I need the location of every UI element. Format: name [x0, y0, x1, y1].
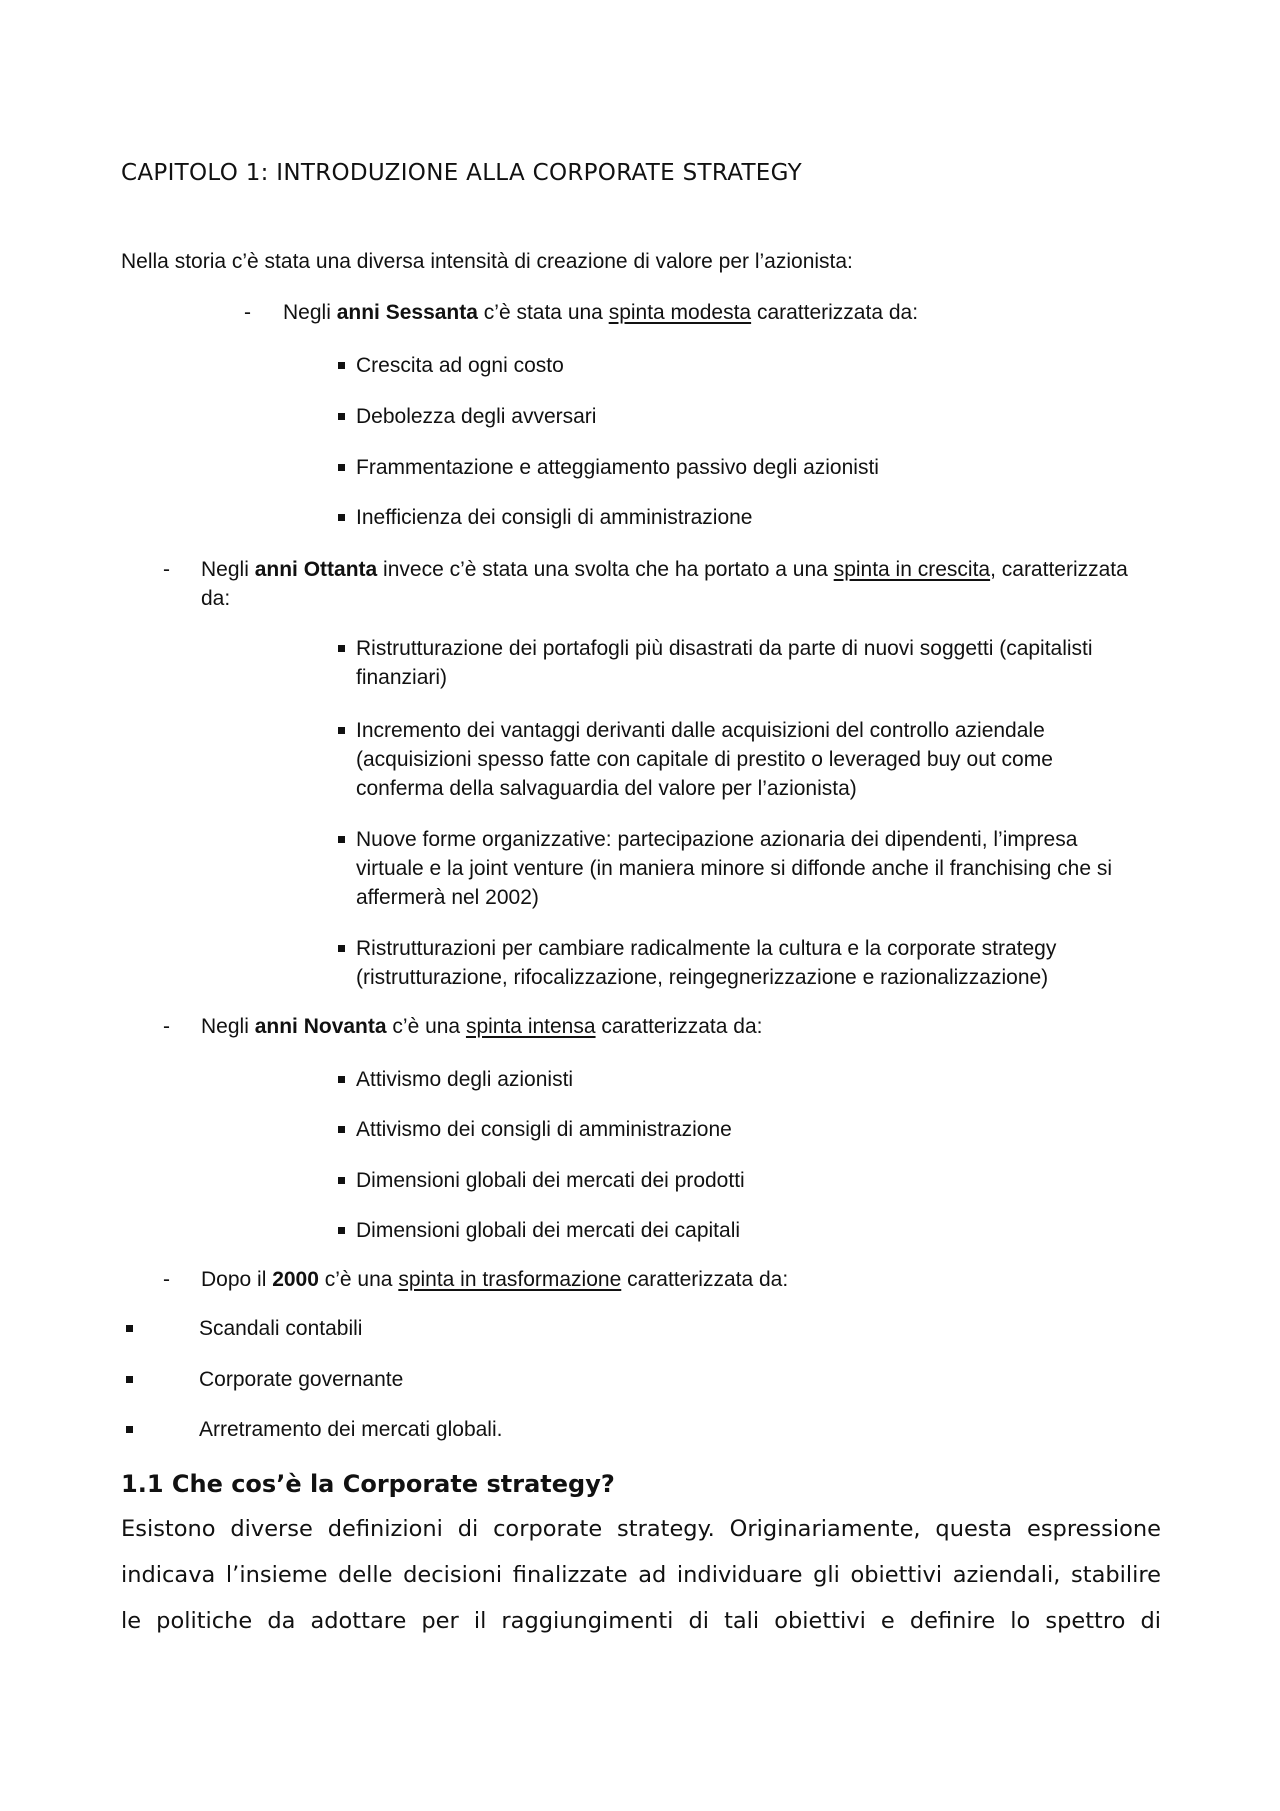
period-label: anni Ottanta	[254, 558, 378, 581]
square-bullet-icon	[338, 413, 345, 420]
square-bullet-icon	[338, 1227, 345, 1234]
period-label: anni Sessanta	[336, 301, 478, 324]
body-line: le politiche da adottare per il raggiungimenti di tali obiettivi e definire lo spettro di	[121, 1608, 1161, 1634]
body-line: Esistono diverse definizioni di corporate strategy. Originariamente, questa espressione	[121, 1516, 1161, 1542]
list-item: Dimensioni globali dei mercati dei capitali	[356, 1219, 741, 1242]
underlined-phrase: spinta intensa	[465, 1015, 596, 1038]
list-item: Arretramento dei mercati globali.	[199, 1418, 503, 1441]
dash-marker: -	[163, 1015, 170, 1038]
list-item: Ristrutturazioni per cambiare radicalmente la cultura e la corporate strategy (ristrutturazione, rifocalizzazione, reingegnerizzazione e razionalizzazione)	[356, 937, 1057, 989]
list-item: Crescita ad ogni costo	[356, 354, 564, 377]
underlined-phrase: spinta in trasformazione	[398, 1268, 622, 1291]
list-item: Debolezza degli avversari	[356, 405, 597, 428]
square-bullet-icon	[126, 1426, 133, 1433]
list-item: Attivismo dei consigli di amministrazione	[356, 1118, 732, 1141]
period-sixties-heading: Negli anni Sessanta c’è stata una spinta modesta caratterizzata da:	[283, 301, 919, 324]
body-paragraph	[121, 1506, 1161, 1644]
square-bullet-icon	[338, 1076, 345, 1083]
square-bullet-icon	[338, 1126, 345, 1133]
list-item: Ristrutturazione dei portafogli più disastrati da parte di nuovi soggetti (capitalisti finanziari)	[356, 637, 1093, 689]
list-item: Incremento dei vantaggi derivanti dalle acquisizioni del controllo aziendale (acquisizioni spesso fatte con capitale di prestito o leveraged buy out come conferma della salvaguardia del valore per l’azionista)	[356, 719, 1053, 800]
period-eighties-heading: Negli anni Ottanta invece c’è stata una svolta che ha portato a una spinta in crescita, caratterizzata	[201, 558, 1128, 581]
list-item: Attivismo degli azionisti	[356, 1068, 574, 1091]
list-item: Nuove forme organizzative: partecipazione azionaria dei dipendenti, l’impresa virtuale e la joint venture (in maniera minore si diffonde anche il franchising che si affermerà nel 2002)	[356, 828, 1113, 909]
dash-marker: -	[244, 301, 251, 324]
square-bullet-icon	[338, 464, 345, 471]
period-label: anni Novanta	[254, 1015, 387, 1038]
list-item: Corporate governante	[199, 1368, 404, 1391]
dash-marker: -	[163, 558, 170, 581]
square-bullet-icon	[338, 362, 345, 369]
square-bullet-icon	[338, 945, 345, 952]
square-bullet-icon	[126, 1325, 133, 1332]
period-nineties-heading: Negli anni Novanta c’è una spinta intensa caratterizzata da:	[201, 1015, 763, 1038]
underlined-phrase: spinta in crescita	[833, 558, 991, 581]
square-bullet-icon	[338, 836, 345, 843]
list-item: Inefficienza dei consigli di amministrazione	[356, 506, 753, 529]
period-eighties-heading-cont: da:	[201, 587, 231, 610]
list-item: Scandali contabili	[199, 1317, 363, 1340]
square-bullet-icon	[338, 645, 345, 652]
period-2000-heading: Dopo il 2000 c’è una spinta in trasformazione caratterizzata da:	[201, 1268, 789, 1291]
intro-paragraph: Nella storia c’è stata una diversa intensità di creazione di valore per l’azionista:	[121, 250, 853, 273]
body-line: indicava l’insieme delle decisioni finalizzate ad individuare gli obiettivi aziendali, stabilire	[121, 1562, 1161, 1588]
square-bullet-icon	[338, 514, 345, 521]
dash-marker: -	[163, 1268, 170, 1291]
section-heading: 1.1 Che cos’è la Corporate strategy?	[121, 1470, 615, 1498]
square-bullet-icon	[338, 1177, 345, 1184]
square-bullet-icon	[338, 727, 345, 734]
underlined-phrase: spinta modesta	[608, 301, 752, 324]
list-item: Frammentazione e atteggiamento passivo degli azionisti	[356, 456, 879, 479]
list-item: Dimensioni globali dei mercati dei prodotti	[356, 1169, 745, 1192]
square-bullet-icon	[126, 1376, 133, 1383]
chapter-title: CAPITOLO 1: INTRODUZIONE ALLA CORPORATE STRATEGY	[121, 160, 802, 186]
period-label: 2000	[272, 1268, 319, 1291]
